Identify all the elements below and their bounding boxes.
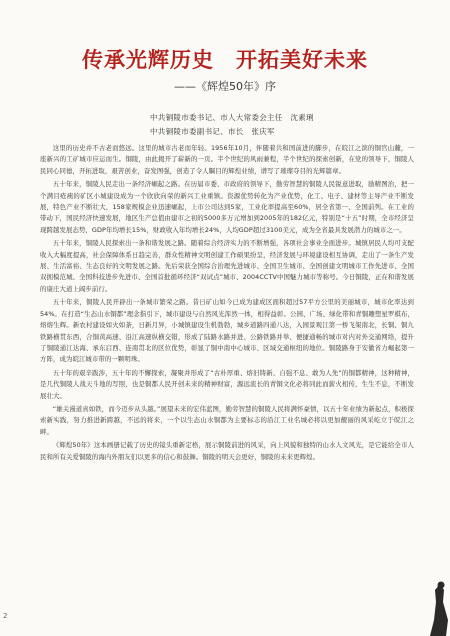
article-body	[40, 143, 414, 465]
paragraph: 五十年来，铜陵人民探索出一条和谐发展之路。随着综合经济实力的不断增强，各项社会事业全面进步。城镇居民人均可支配收入大幅度提高，社会保障体系日趋完善，群众性精神文明创建工作硕果纷呈，经济发展与环境建设相互协调，走出了一条生产发展、生活富裕、生态良好的文明发展之路。先后荣获全国综合治理先进城市、全国卫生城市、全国创建文明城市工作先进市、全国双拥模范城、全国科技进步先进市、全国首批循环经济“双试点”城市、2004CCTV中国魅力城市等称号。今日铜陵，正在和谐发展的康庄大道上阔步前行。	[40, 239, 414, 293]
paragraph: 五十年来，铜陵人民走出一条经济崛起之路。在历届市委、市政府的领导下，勤劳智慧的铜陵人民锐意进取，励精图治，把一个满目疮痍的矿区小城建设成为一个欣欣向荣的新兴工业重镇。资源优势转化为产业优势，化工、电子、建材等主导产业不断发展，特色产业不断壮大，158家规模企业迅速崛起，上市公司达到5家，工业化率提高至60%，居全省第一、全国前列。在工业的带动下，国民经济快速发展，地区生产总值由建市之初的5000多万元增加到2005年的182亿元，特别是“十五”时期，全市经济呈现跨越发展态势，GDP年均增长15%，财政收入年均增长24%，人均GDP超过3100美元，成为全省最具发展潜力的城市之一。	[40, 180, 414, 234]
paragraph: 五十年来，铜陵人民开辟出一条城市繁荣之路。昔日矿山如今已成为建成区面积超过57平方公里的美丽城市，城市化率达到54%。在打造“生态山水铜都”理念指引下，城市建设与自然风光浑然一体，相得益彰。公园、广场、绿化带和青铜雕塑星罗棋布，熔熔生辉。新农村建设如火如荼，日新月异，小城镇建设生机勃勃，城乡道路四通八达，入园景观江第一桥飞架南北，长铜、铜九铁路横贯东西，合铜黄高速、沿江高速纵横交错，形成了陆路水路并进、公路铁路并举、便捷通畅的城市对内对外交通网络，提升了铜陵通江达海、承东启西、连南贯北的区位优势，彰显了铜中南中心城市、区域交通枢纽的地位。铜陵路身于安徽省力崛起第一方阵，成为皖江城市带的一颗明珠。	[40, 298, 414, 364]
author-line: 中共铜陵市委书记、市人大常委会主任 沈素琍	[150, 113, 314, 122]
paragraph: “雄关漫道真如铁，而今迈步从头越。”展望未来的宏伟蓝图，勤劳智慧的铜陵人民将满怀豪情，以五十年业绩为新起点，积极探索新实践，努力推进新跨越，不远的将来，一个以生态山水铜都为主要标志的沿江工业名城必将以更加靓丽的风采屹立于皖江之畔。	[40, 404, 414, 436]
page-title: 传承光辉历史 开拓美好未来	[82, 47, 368, 72]
page-number: 2	[3, 612, 8, 620]
author-line: 中共铜陵市委副书记、市长 张庆军	[150, 127, 275, 136]
paragraph: 五十年的艰辛跋涉，五十年的不懈探索，凝聚并形成了“古朴厚重、熔旧铸新、自强不息、敢为人先”的铜都精神，这种精神，是几代铜陵人战天斗地的写照，也是铜都人民开创未来的精神财富，源远流长的青铜文化必将同此而薪火相传，生生不息，不断发展壮大。	[40, 368, 414, 400]
paragraph: 《辉煌50年》这本画册记载了历史的镜头重新定格，展示铜陵前进的风采，向上风貌和独特的山水人文风光，是它能给全市人民和所有关爱铜陵的海内外朋友们以更多的信心和鼓舞。铜陵的明天会更好，铜陵的未来更辉煌。	[40, 441, 414, 461]
page-subtitle: ——《辉煌50年》序	[174, 80, 276, 93]
paragraph: 这里的历史并不古老而悠远。这里的城市古老而年轻。1956年10月，伴随着共和国前进的脚步，在皖江之滨的铜官山麓，一座新兴的工矿城市应运而生。铜陵，由此揭开了崭新的一页。半个世纪的风雨兼程，半个世纪的探索创新，在党的领导下，铜陵人民同心同德，开拓进取，艰苦创业，奋发图强，创造了令人瞩目的辉煌业绩，谱写了璀璨夺目的光辉篇章。	[40, 144, 414, 175]
corner-figure-decoration	[426, 580, 450, 636]
